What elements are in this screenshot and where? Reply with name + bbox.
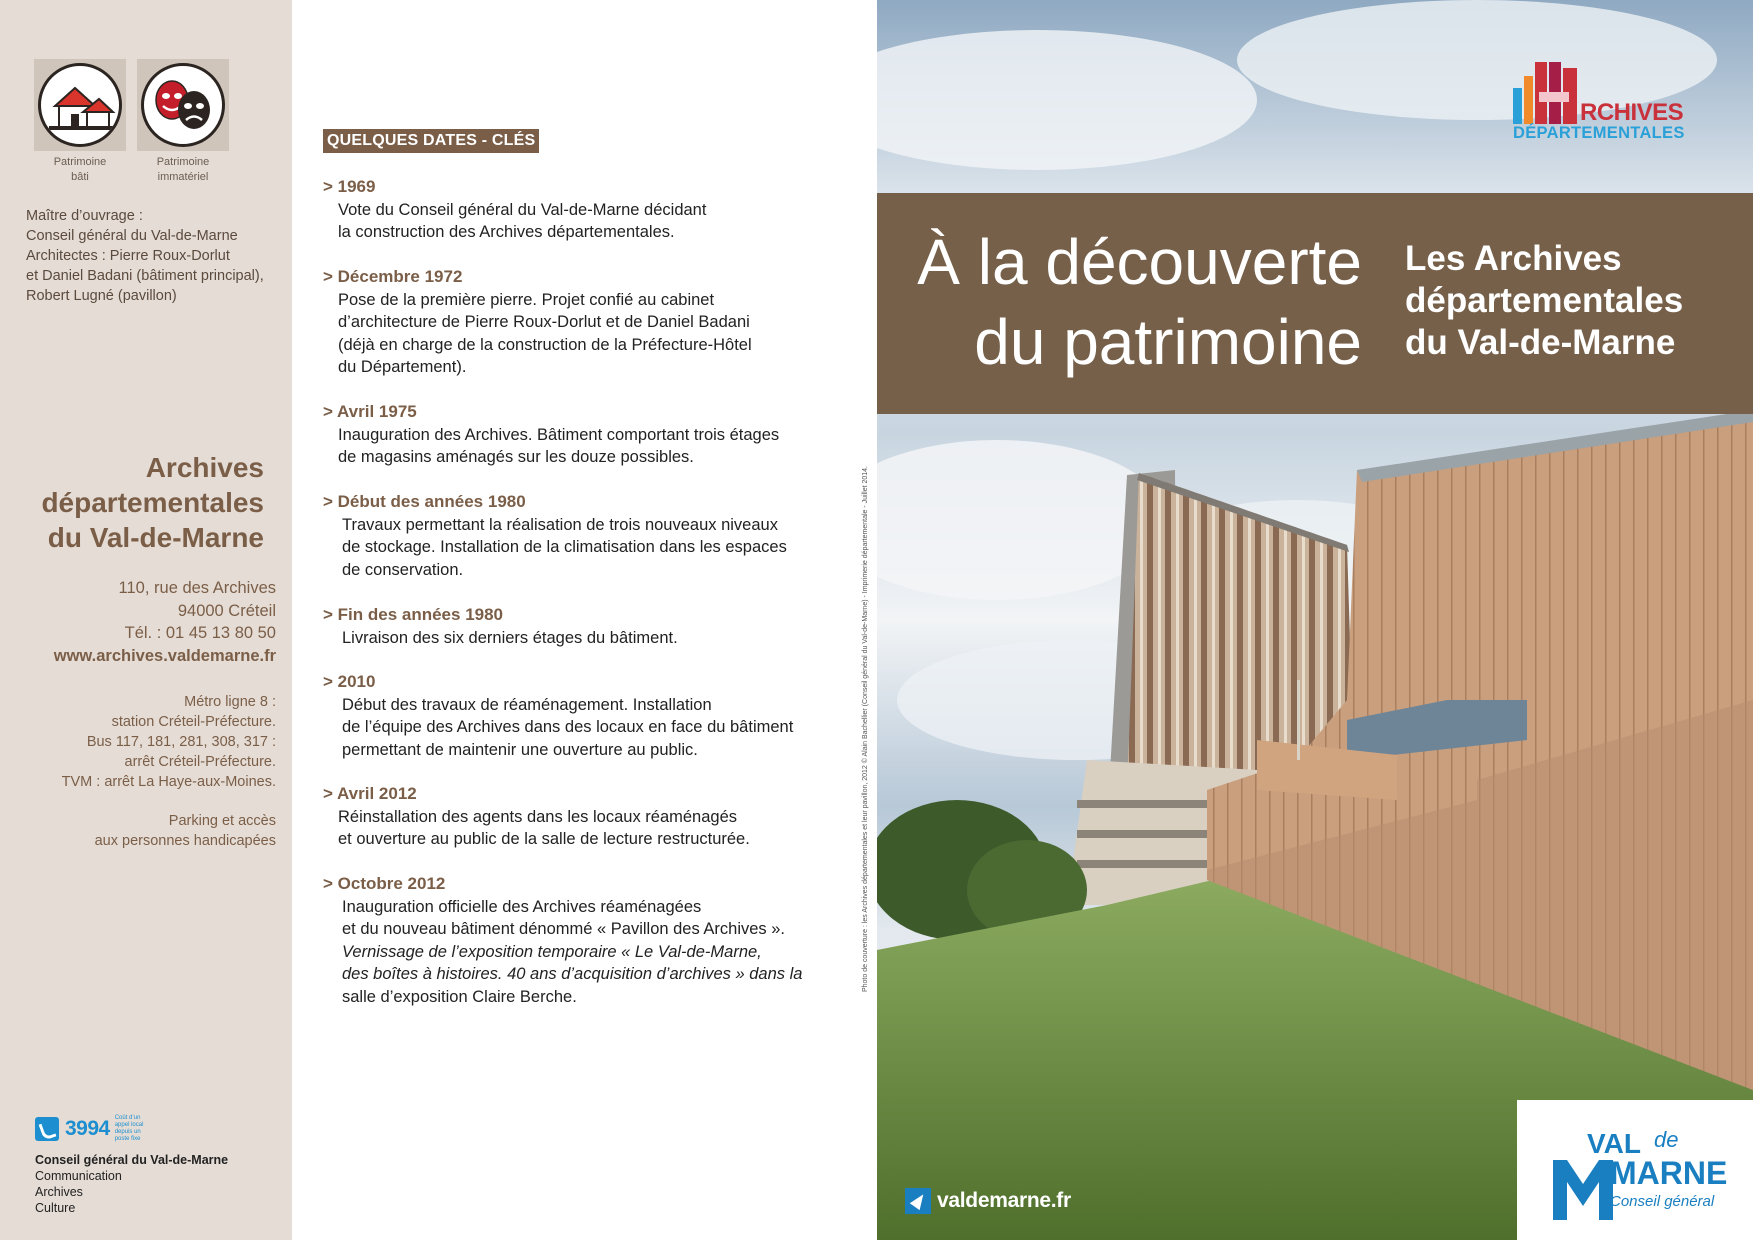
cover-subtitle: Les Archives départementales du Val-de-Marne bbox=[1405, 239, 1684, 362]
timeline-entry: > Décembre 1972 Pose de la première pierre. Projet confié au cabinet d’architecture de Pierre Roux-Dorlut et de Daniel Badani (déjà en charge de la construction de la Préfecture-Hôtel du Département). bbox=[323, 267, 752, 376]
transport-info: Métro ligne 8 : station Créteil-Préfecture. Bus 117, 181, 281, 308, 317 : arrêt Créteil-Préfecture. TVM : arrêt La Haye-aux-Moines. bbox=[61, 694, 276, 790]
timeline-entry: > 1969 Vote du Conseil général du Val-de-Marne décidant la construction des Archives départementales. bbox=[323, 177, 707, 241]
heritage-built-badge bbox=[34, 59, 126, 151]
archives-logo-icon bbox=[1513, 62, 1583, 124]
archives-logo-subword: DÉPARTEMENTALES bbox=[1513, 124, 1685, 142]
website-link[interactable]: www.archives.valdemarne.fr bbox=[53, 646, 276, 665]
timeline-entry: > Avril 1975 Inauguration des Archives. Bâtiment comportant trois étages de magasins aménagés sur les douze possibles. bbox=[323, 402, 780, 466]
phone-icon bbox=[35, 1117, 59, 1141]
heritage-intangible-caption: Patrimoine immatériel bbox=[156, 156, 210, 183]
timeline-entry: > Fin des années 1980 Livraison des six derniers étages du bâtiment. bbox=[323, 605, 678, 647]
address-city: 94000 Créteil bbox=[177, 601, 276, 620]
heritage-intangible-badge bbox=[137, 59, 229, 151]
key-dates-heading: QUELQUES DATES - CLÉS bbox=[323, 129, 539, 153]
timeline-entry: > Début des années 1980 Travaux permettant la réalisation de trois nouveaux niveaux de stockage. Installation de la climatisation dans les espaces de conservation. bbox=[323, 492, 787, 579]
footer-credits: Conseil général du Val-de-Marne Communication Archives Culture bbox=[35, 1153, 229, 1215]
phone-service-number: 3994 bbox=[65, 1117, 110, 1140]
timeline-entry: > Avril 2012 Réinstallation des agents dans les locaux réaménagés et ouverture au public de la salle de lecture restructurée. bbox=[323, 784, 750, 848]
timeline-entry: > Octobre 2012 Inauguration officielle des Archives réaménagées et du nouveau bâtiment dénommé « Pavillon des Archives ». Vernissage de l’exposition temporaire « Le Val-de-Marne, des boîtes à histoires. 40 ans d’acquisition d’archives » dans la salle d’exposition Claire Berche. bbox=[323, 874, 803, 1006]
archives-logo bbox=[1513, 62, 1693, 144]
timeline-entry: > 2010 Début des travaux de réaménagement. Installation de l’équipe des Archives dans des locaux en face du bâtiment permettant de maintenir une ouverture au public. bbox=[323, 672, 794, 759]
phone-service-note: Coût d’un appel local depuis un poste fixe bbox=[114, 1115, 144, 1142]
val-de-marne-logo-icon bbox=[1553, 1160, 1613, 1220]
address-block bbox=[6, 577, 276, 667]
val-de-marne-logo: VAL de MARNE Conseil général bbox=[1517, 1100, 1753, 1240]
phone-service bbox=[35, 1116, 155, 1142]
cover-photo bbox=[877, 0, 1753, 1240]
project-owner-info: Maître d’ouvrage : Conseil général du Val-de-Marne Architectes : Pierre Roux-Dorlut et Daniel Badani (bâtiment principal), Robert Lugné (pavillon) bbox=[26, 208, 264, 304]
arrow-icon bbox=[905, 1188, 931, 1214]
address-phone: Tél. : 01 45 13 80 50 bbox=[124, 624, 276, 642]
left-panel bbox=[0, 0, 292, 1240]
photo-credit: Photo de couverture : les Archives départementales et leur pavillon, 2012 © Alain Bachellier (Conseil général du Val-de-Marne) - Imprimerie départementale - Juillet 2014. bbox=[862, 466, 869, 993]
house-icon bbox=[38, 63, 122, 147]
parking-info: Parking et accès aux personnes handicapées bbox=[94, 813, 276, 849]
archives-title: Archives départementales du Val-de-Marne bbox=[41, 452, 264, 553]
heritage-built-caption: Patrimoine bâti bbox=[53, 156, 107, 183]
archives-logo-word: RCHIVES bbox=[1580, 99, 1684, 126]
valdemarne-site-link[interactable]: valdemarne.fr bbox=[905, 1188, 1071, 1214]
cover-title: À la découverte du patrimoine bbox=[917, 226, 1362, 378]
theatre-masks-icon bbox=[141, 63, 225, 147]
address-street: 110, rue des Archives bbox=[118, 579, 276, 597]
